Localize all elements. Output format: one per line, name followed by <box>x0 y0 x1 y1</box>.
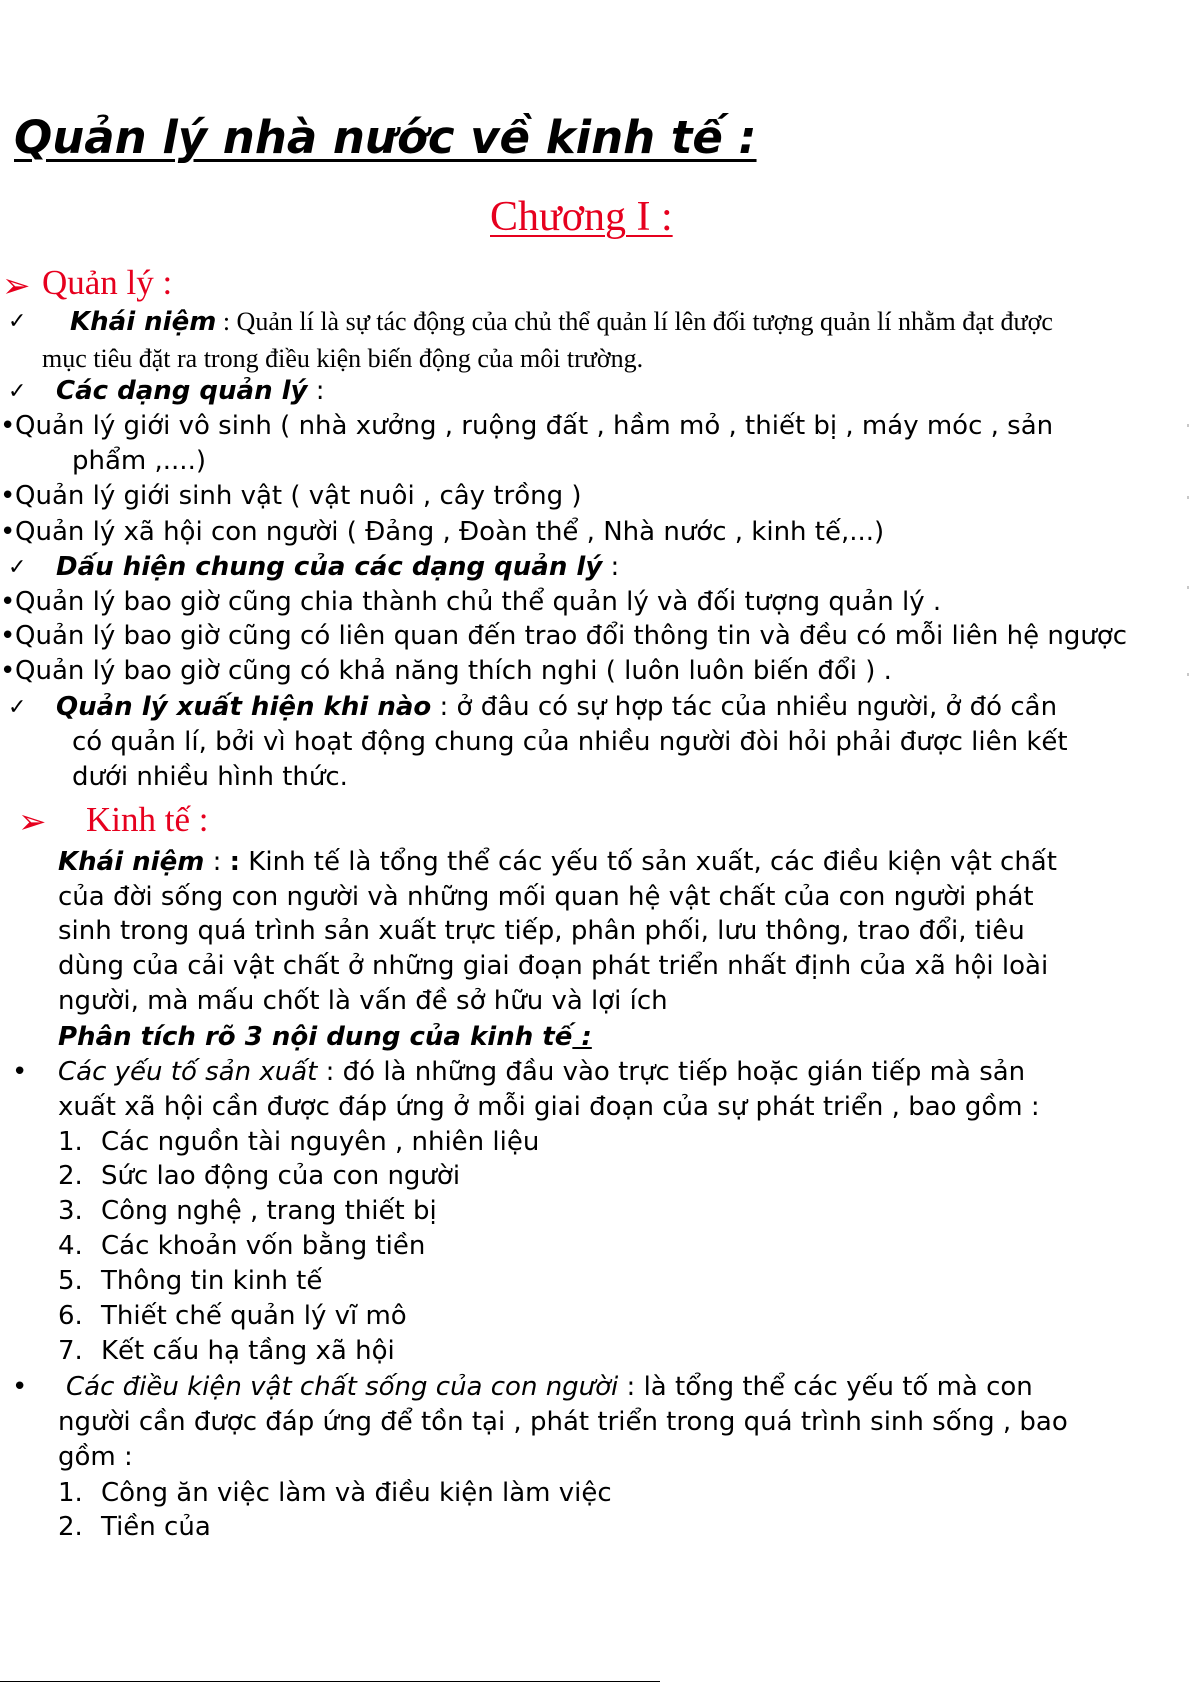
section-heading-kinh-te: Kinh tế : <box>86 800 209 839</box>
bold-colon: : <box>229 847 241 877</box>
checkmark-icon: ✓ <box>8 379 27 404</box>
bullet-icon: • <box>0 481 16 511</box>
bullet-icon: • <box>12 1372 28 1402</box>
edge-mark <box>1187 424 1189 427</box>
dieu-kien-cont: gồm : <box>58 1442 133 1472</box>
numbered-item <box>58 1231 426 1261</box>
list-item: Quản lý giới sinh vật ( vật nuôi , cây trồng ) <box>15 481 582 511</box>
dieu-kien-text: : là tổng thể các yếu tố mà con <box>618 1372 1033 1402</box>
page-title: Quản lý nhà nước về kinh tế : <box>14 111 757 164</box>
dau-hieu-line <box>56 552 619 582</box>
dau-hieu-label: Dấu hiện chung của các dạng quản lý <box>56 552 603 582</box>
edge-mark <box>1187 586 1189 589</box>
separator: : <box>204 847 230 877</box>
yeu-to-line <box>58 1057 1025 1087</box>
item-text: Kết cấu hạ tầng xã hội <box>101 1336 395 1366</box>
bottom-divider <box>0 1681 660 1682</box>
numbered-item <box>58 1127 540 1157</box>
dieu-kien-cont: người cần được đáp ứng để tồn tại , phát triển trong quá trình sinh sống , bao <box>58 1407 1068 1437</box>
cac-dang-colon: : <box>307 376 325 406</box>
list-item-cont: phẩm ,....) <box>72 446 206 476</box>
khai-niem-text: : Quản lí là sự tác động của chủ thể quản lí lên đối tượng quản lí nhằm đạt được <box>216 307 1053 336</box>
item-text: Các khoản vốn bằng tiền <box>101 1231 426 1261</box>
item-text: Thiết chế quản lý vĩ mô <box>101 1301 407 1331</box>
cac-dang-line <box>56 376 325 406</box>
yeu-to-cont: xuất xã hội cần được đáp ứng ở mỗi giai đoạn của sự phát triển , bao gồm : <box>58 1092 1040 1122</box>
xuat-hien-text: : ở đâu có sự hợp tác của nhiều người, ở đó cần <box>431 692 1058 722</box>
khai-niem-label: Khái niệm <box>58 847 205 877</box>
numbered-item <box>58 1161 461 1191</box>
list-item: Quản lý xã hội con người ( Đảng , Đoàn thể , Nhà nước , kinh tế,...) <box>15 517 885 547</box>
item-number: 4. <box>58 1231 83 1261</box>
item-text: Các nguồn tài nguyên , nhiên liệu <box>101 1127 540 1157</box>
khai-niem-label: Khái niệm <box>70 307 217 337</box>
kinh-te-khai-niem-line <box>58 847 1057 877</box>
cac-dang-label: Các dạng quản lý <box>56 376 308 406</box>
arrow-icon: ➢ <box>2 268 31 305</box>
numbered-item <box>58 1266 323 1296</box>
item-number: 2. <box>58 1512 83 1542</box>
dieu-kien-label: Các điều kiện vật chất sống của con người <box>66 1372 619 1402</box>
dau-hieu-colon: : <box>602 552 620 582</box>
yeu-to-label: Các yếu tố sản xuất <box>58 1057 318 1087</box>
yeu-to-text: : đó là những đầu vào trực tiếp hoặc gián tiếp mà sản <box>317 1057 1026 1087</box>
section-heading-quan-ly: Quản lý : <box>42 263 173 302</box>
bullet-icon: • <box>0 517 16 547</box>
xuat-hien-cont: có quản lí, bởi vì hoạt động chung của nhiều người đòi hỏi phải được liên kết <box>72 727 1068 757</box>
dieu-kien-line <box>66 1372 1033 1402</box>
phan-tich-heading <box>58 1022 592 1052</box>
item-text: Sức lao động của con người <box>101 1161 461 1191</box>
numbered-item <box>58 1336 395 1366</box>
bullet-icon: • <box>0 411 16 441</box>
phan-tich-label: Phân tích rõ 3 nội dung của kinh tế <box>58 1022 573 1052</box>
checkmark-icon: ✓ <box>8 695 27 720</box>
item-number: 1. <box>58 1127 83 1157</box>
khai-niem-text-cont: mục tiêu đặt ra trong điều kiện biến động của môi trường. <box>42 344 644 373</box>
numbered-item <box>58 1301 407 1331</box>
khai-niem-cont: sinh trong quá trình sản xuất trực tiếp, phân phối, lưu thông, trao đổi, tiêu <box>58 916 1025 946</box>
numbered-item <box>58 1478 612 1508</box>
chapter-heading: Chương I : <box>490 194 673 240</box>
xuat-hien-line <box>56 692 1057 722</box>
arrow-icon: ➢ <box>18 804 47 841</box>
khai-niem-cont: của đời sống con người và những mối quan hệ vật chất của con người phát <box>58 882 1034 912</box>
edge-mark <box>1187 673 1189 676</box>
edge-mark <box>1187 496 1189 499</box>
item-number: 7. <box>58 1336 83 1366</box>
item-text: Công nghệ , trang thiết bị <box>101 1196 437 1226</box>
khai-niem-line <box>70 307 1053 337</box>
item-text: Công ăn việc làm và điều kiện làm việc <box>101 1478 612 1508</box>
item-number: 5. <box>58 1266 83 1296</box>
item-number: 1. <box>58 1478 83 1508</box>
list-item: Quản lý giới vô sinh ( nhà xưởng , ruộng đất , hầm mỏ , thiết bị , máy móc , sản <box>15 411 1054 441</box>
numbered-item <box>58 1512 211 1542</box>
bullet-icon: • <box>12 1057 28 1087</box>
khai-niem-cont: dùng của cải vật chất ở những giai đoạn phát triển nhất định của xã hội loài <box>58 951 1049 981</box>
xuat-hien-label: Quản lý xuất hiện khi nào <box>56 692 432 722</box>
numbered-item <box>58 1196 437 1226</box>
checkmark-icon: ✓ <box>8 555 27 580</box>
item-number: 2. <box>58 1161 83 1191</box>
list-item: Quản lý bao giờ cũng có liên quan đến trao đổi thông tin và đều có mỗi liên hệ ngược <box>15 621 1128 651</box>
checkmark-icon: ✓ <box>8 309 27 334</box>
item-text: Tiền của <box>101 1512 211 1542</box>
item-number: 3. <box>58 1196 83 1226</box>
khai-niem-text: Kinh tế là tổng thể các yếu tố sản xuất, các điều kiện vật chất <box>240 847 1057 877</box>
list-item: Quản lý bao giờ cũng có khả năng thích nghi ( luôn luôn biến đổi ) . <box>15 656 892 686</box>
item-text: Thông tin kinh tế <box>101 1266 323 1296</box>
xuat-hien-cont: dưới nhiều hình thức. <box>72 762 348 792</box>
item-number: 6. <box>58 1301 83 1331</box>
bullet-icon: • <box>0 587 16 617</box>
phan-tich-colon: : <box>572 1022 592 1052</box>
list-item: Quản lý bao giờ cũng chia thành chủ thể quản lý và đối tượng quản lý . <box>15 587 942 617</box>
bullet-icon: • <box>0 656 16 686</box>
khai-niem-cont: người, mà mấu chốt là vấn đề sở hữu và lợi ích <box>58 986 668 1016</box>
bullet-icon: • <box>0 621 16 651</box>
